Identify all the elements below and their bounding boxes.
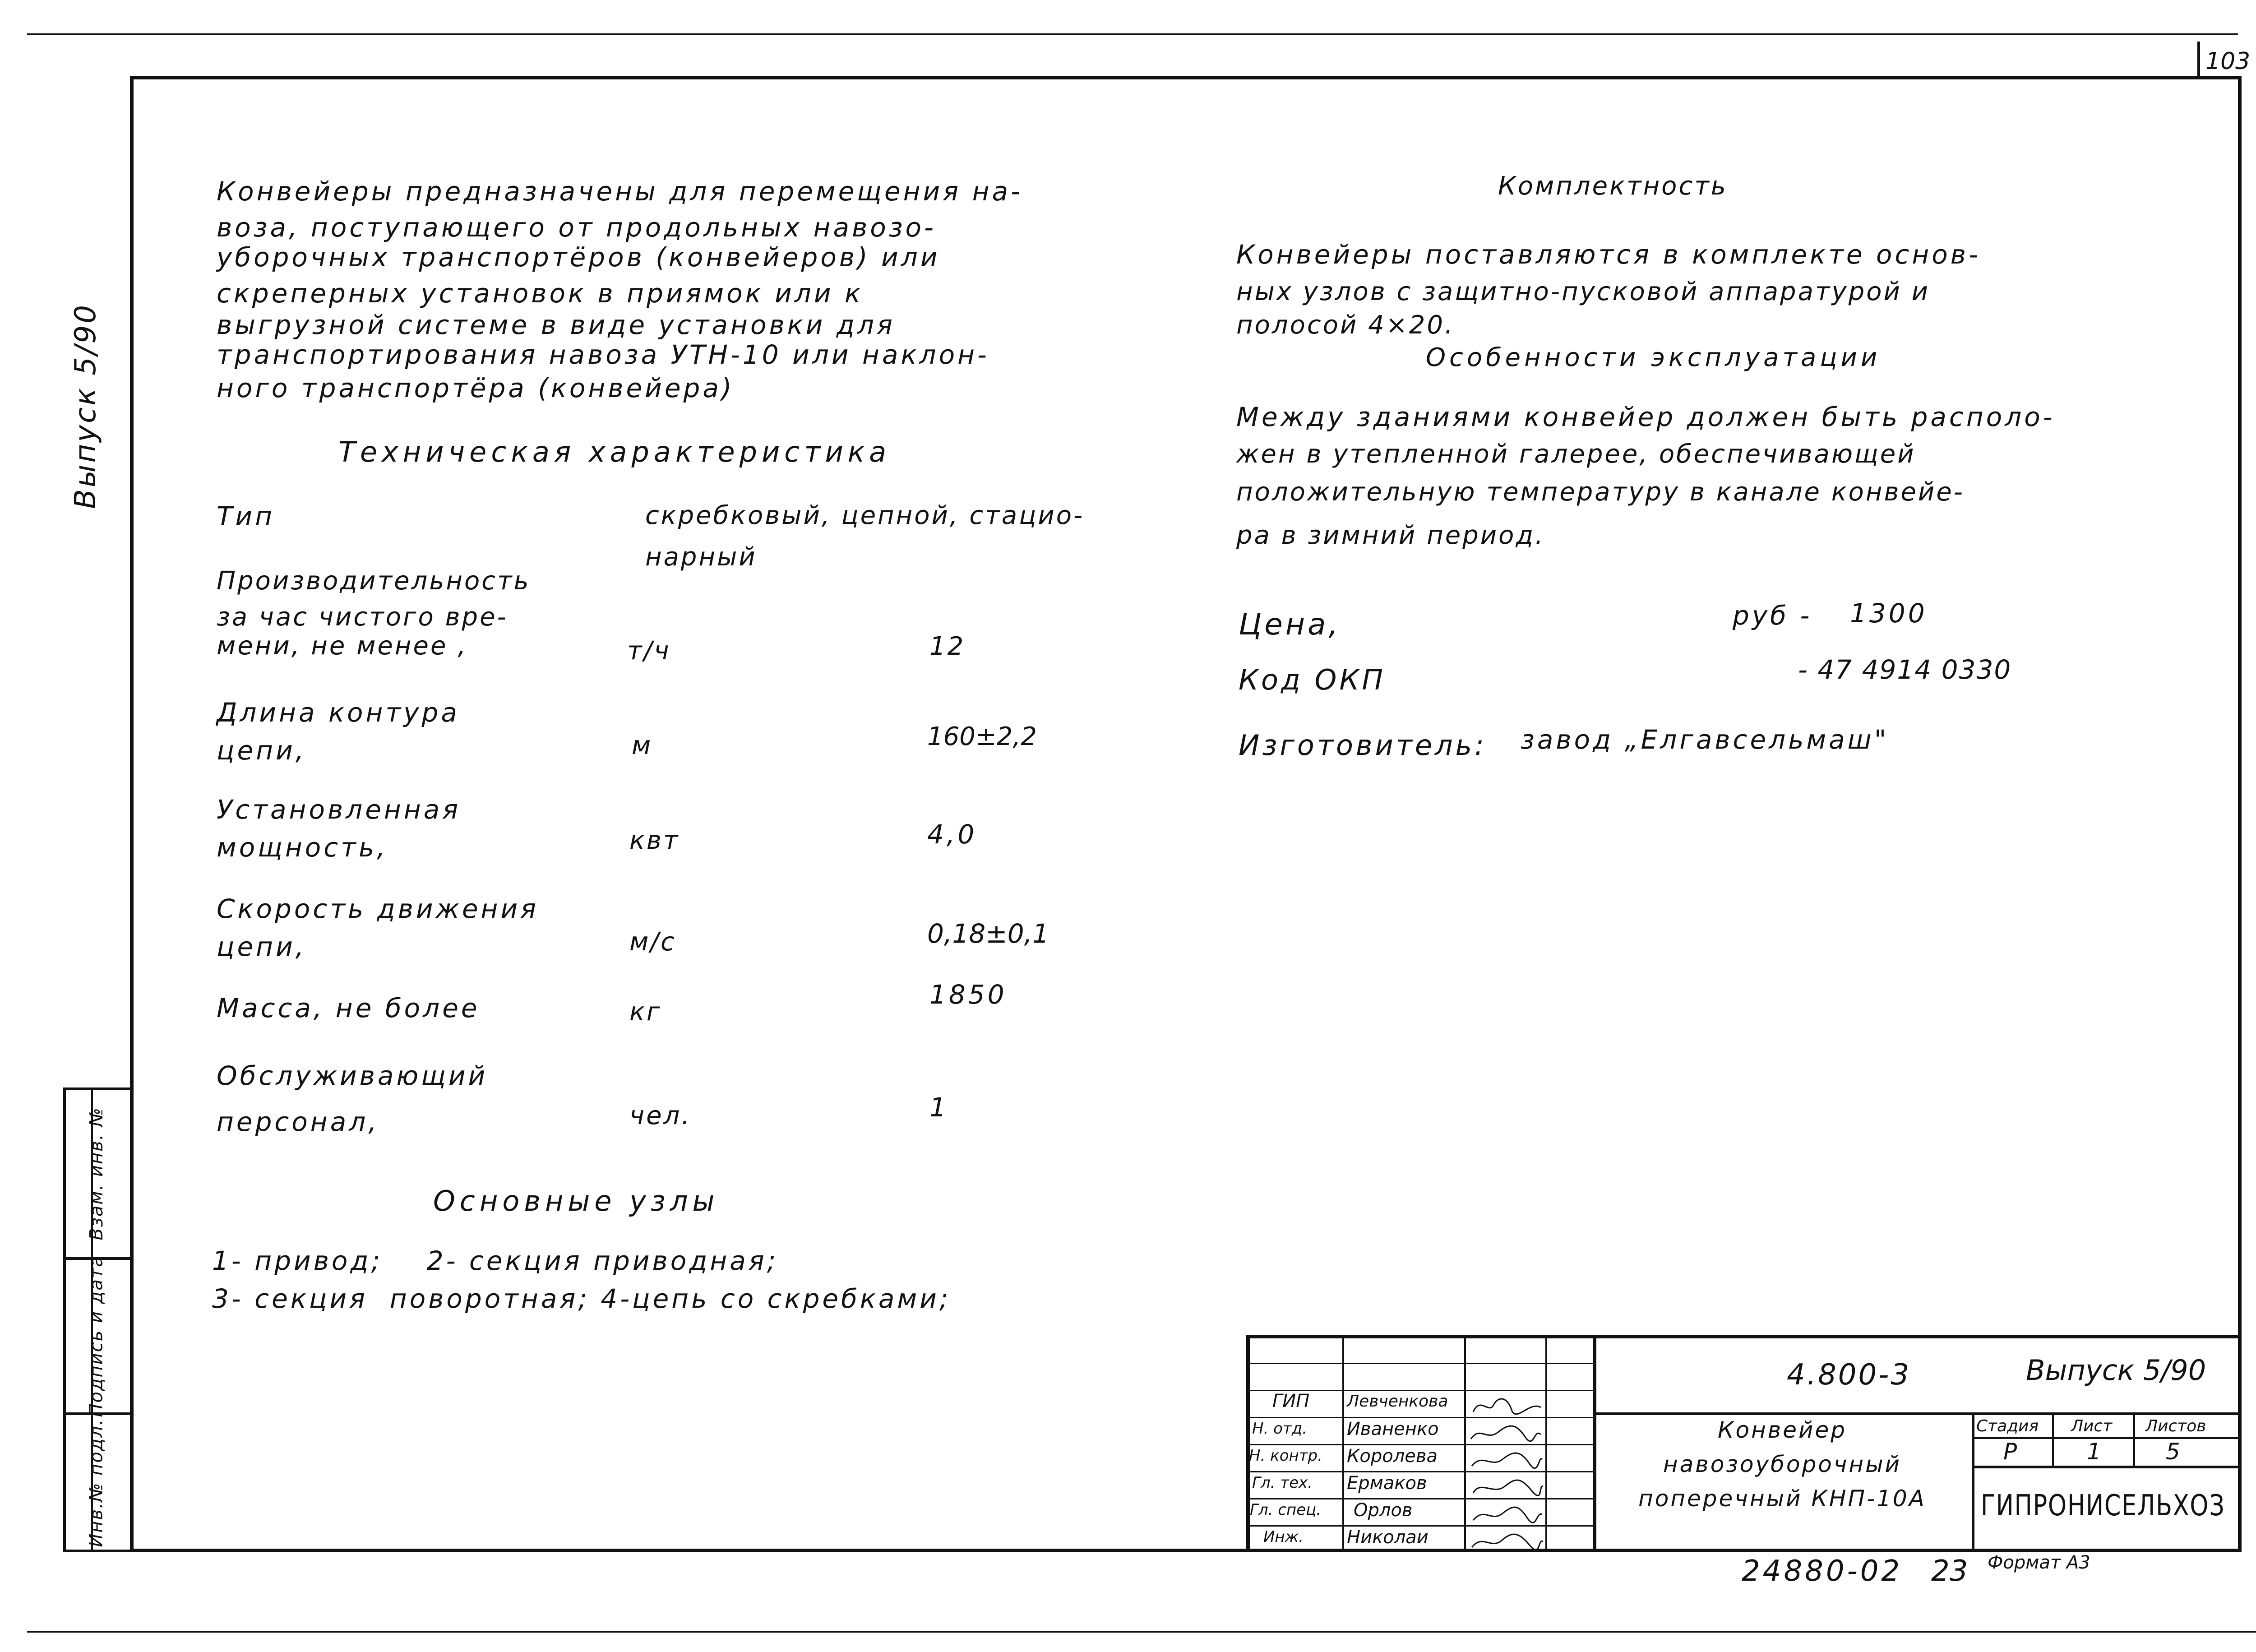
intro-line: скреперных установок в приямок или к: [217, 278, 863, 309]
nodes-line: 3- секция поворотная; 4-цепь со скребками;: [212, 1283, 951, 1314]
exploit-heading: Особенности эксплуатации: [1426, 343, 1881, 372]
archive-sheet: 23: [1931, 1555, 1968, 1588]
spec-label: Масса, не более: [217, 993, 480, 1023]
spec-unit: квт: [629, 826, 680, 855]
spec-row-speed: [217, 893, 539, 962]
signature-icon: [1473, 1399, 1541, 1414]
spec-row-staff: [217, 1060, 488, 1137]
side-label: Выпуск 5/90: [69, 303, 102, 509]
archive-number: 24880-02: [1742, 1555, 1903, 1588]
tb-hline: [1246, 1363, 1593, 1364]
okp-value: - 47 4914 0330: [1798, 654, 2012, 685]
top-cut-line: [27, 33, 2238, 35]
tb-vline: [1545, 1335, 1547, 1552]
maker-label: Изготовитель:: [1239, 729, 1487, 762]
spec-row-power: [217, 794, 461, 863]
exploit-line: ра в зимний период.: [1236, 521, 1545, 550]
spec-label: мени, не менее ,: [217, 631, 467, 661]
spec-unit: чел.: [629, 1101, 692, 1130]
tb-vline: [1464, 1335, 1466, 1552]
tb-vline: [1342, 1335, 1344, 1552]
spec-row-chain-length: [217, 697, 460, 766]
spec-label: цепи,: [217, 735, 307, 766]
document-title-line: Конвейер: [1717, 1417, 1847, 1443]
podpis-data-cell: [68, 1255, 125, 1417]
tb-vline: [2133, 1412, 2135, 1467]
side-label-wrap: [59, 293, 113, 519]
spec-label: за час чистого вре-: [217, 602, 508, 632]
nodes-list: [212, 1245, 951, 1314]
sheets-value: 5: [2166, 1439, 2180, 1465]
spec-label: мощность,: [217, 832, 388, 863]
tb-role: ГИП: [1272, 1391, 1310, 1411]
intro-line: выгрузной системе в виде установки для: [217, 310, 895, 340]
tb-role: Инж.: [1263, 1528, 1304, 1546]
signatures: [1466, 1392, 1545, 1551]
spec-value: скребковый, цепной, стацио-: [645, 501, 1085, 530]
document-title-line: поперечный КНП-10А: [1638, 1485, 1926, 1512]
exploit-line: жен в утепленной галерее, обеспечивающей: [1236, 440, 1916, 469]
vzam-inv-label: Взам. инв. №: [86, 1107, 107, 1240]
spec-value: 160±2,2: [927, 722, 1037, 751]
podpis-data-label: Подпись и дата: [86, 1255, 107, 1417]
tb-vline: [1972, 1412, 1974, 1552]
tb-name: Левченкова: [1347, 1392, 1448, 1411]
tb-role: Н. отд.: [1252, 1420, 1308, 1438]
spec-unit: т/ч: [627, 636, 671, 666]
spec-value: 1: [929, 1092, 949, 1123]
tb-name: Николаи: [1347, 1527, 1428, 1548]
nodes-line: 1- привод; 2- секция приводная;: [212, 1245, 779, 1276]
spec-label: Установленная: [217, 794, 461, 825]
signature-icon: [1471, 1426, 1541, 1441]
spec-row-productivity: [217, 566, 531, 661]
stage-value: Р: [2003, 1439, 2017, 1465]
intro-line: уборочных транспортёров (конвейеров) или: [217, 242, 940, 273]
doc-number: 4.800-3: [1787, 1358, 1911, 1392]
price-unit: руб -: [1733, 600, 1812, 631]
tb-hline: [1972, 1466, 2242, 1468]
spec-label: Производительность: [217, 566, 531, 596]
signature-icon: [1472, 1534, 1543, 1550]
tb-name: Королева: [1347, 1446, 1438, 1467]
komplekt-line: ных узлов с защитно-пусковой аппаратурой и: [1236, 277, 1930, 306]
document-title-line: навозоуборочный: [1663, 1451, 1902, 1477]
tb-hline: [1593, 1412, 2242, 1415]
spec-label: Скорость движения: [217, 893, 539, 924]
stage-header: Стадия: [1976, 1417, 2039, 1435]
spec-value: 0,18±0,1: [927, 918, 1049, 949]
page-number: 103: [2205, 48, 2251, 75]
tb-role: Н. контр.: [1249, 1447, 1322, 1465]
sheet-header: Лист: [2071, 1417, 2113, 1435]
spec-label: Обслуживающий: [217, 1060, 488, 1091]
spec-label: Длина контура: [217, 697, 460, 728]
spec-value: 1850: [929, 979, 1007, 1010]
tb-vline: [2052, 1412, 2054, 1467]
organization: ГИПРОНИСЕЛЬХОЗ: [1981, 1489, 2225, 1522]
intro-line: транспортирования навоза УТН-10 или наклон-: [217, 339, 989, 370]
bottom-cut-line: [27, 1631, 2256, 1633]
exploit-paragraph: [1236, 402, 2055, 550]
okp-label: Код ОКП: [1239, 663, 1386, 696]
komplekt-line: Конвейеры поставляются в комплекте основ-: [1236, 239, 1981, 270]
komplekt-paragraph: [1236, 239, 1981, 340]
maker-value: завод „Елгавсельмаш": [1521, 724, 1889, 755]
signature-icon: [1473, 1480, 1543, 1495]
tb-vline: [1593, 1335, 1596, 1552]
tb-name: Орлов: [1354, 1500, 1413, 1521]
spec-unit: м: [632, 731, 653, 760]
price-label: Цена,: [1239, 607, 1341, 642]
komplekt-heading: Комплектность: [1498, 171, 1728, 201]
sheets-header: Листов: [2145, 1417, 2206, 1435]
tb-name: Иваненко: [1347, 1419, 1439, 1439]
signature-icon: [1472, 1453, 1542, 1468]
intro-line: Конвейеры предназначены для перемещения на-: [217, 176, 1023, 207]
exploit-line: Между зданиями конвейер должен быть располо-: [1236, 402, 2055, 432]
nodes-heading: Основные узлы: [433, 1185, 719, 1217]
signature-icon: [1473, 1507, 1542, 1522]
price-value: 1300: [1850, 598, 1928, 629]
spec-unit: м/с: [629, 927, 676, 957]
tb-name: Ермаков: [1347, 1473, 1427, 1494]
spec-type-value: [645, 501, 1084, 572]
inv-podl-cell: [68, 1415, 125, 1550]
format-label: Формат А3: [1988, 1552, 2090, 1573]
tech-heading: Техническая характеристика: [338, 435, 891, 468]
intro-paragraph: [217, 176, 1023, 406]
exploit-line: положительную температуру в канале конвейе-: [1236, 477, 1965, 507]
spec-value: нарный: [645, 542, 757, 572]
spec-row-type: [217, 501, 275, 532]
issue-label: Выпуск 5/90: [2026, 1354, 2206, 1387]
spec-label: Тип: [217, 501, 275, 532]
spec-label: персонал,: [217, 1106, 379, 1137]
spec-value: 12: [929, 632, 966, 661]
spec-unit: кг: [629, 997, 662, 1027]
document-title: [1597, 1417, 1967, 1512]
tb-role: Гл. тех.: [1252, 1474, 1313, 1492]
sheet-value: 1: [2087, 1439, 2101, 1465]
intro-line: ного транспортёра (конвейера): [217, 373, 735, 403]
tb-role: Гл. спец.: [1250, 1501, 1322, 1519]
spec-value: 4,0: [927, 819, 977, 850]
vzam-inv-cell: [68, 1090, 125, 1257]
spec-label: цепи,: [217, 931, 307, 962]
komplekt-line: полосой 4×20.: [1236, 310, 1455, 340]
intro-line: воза, поступающего от продольных навозо-: [217, 212, 936, 243]
inv-podl-label: Инв.№ подл.: [86, 1418, 107, 1547]
